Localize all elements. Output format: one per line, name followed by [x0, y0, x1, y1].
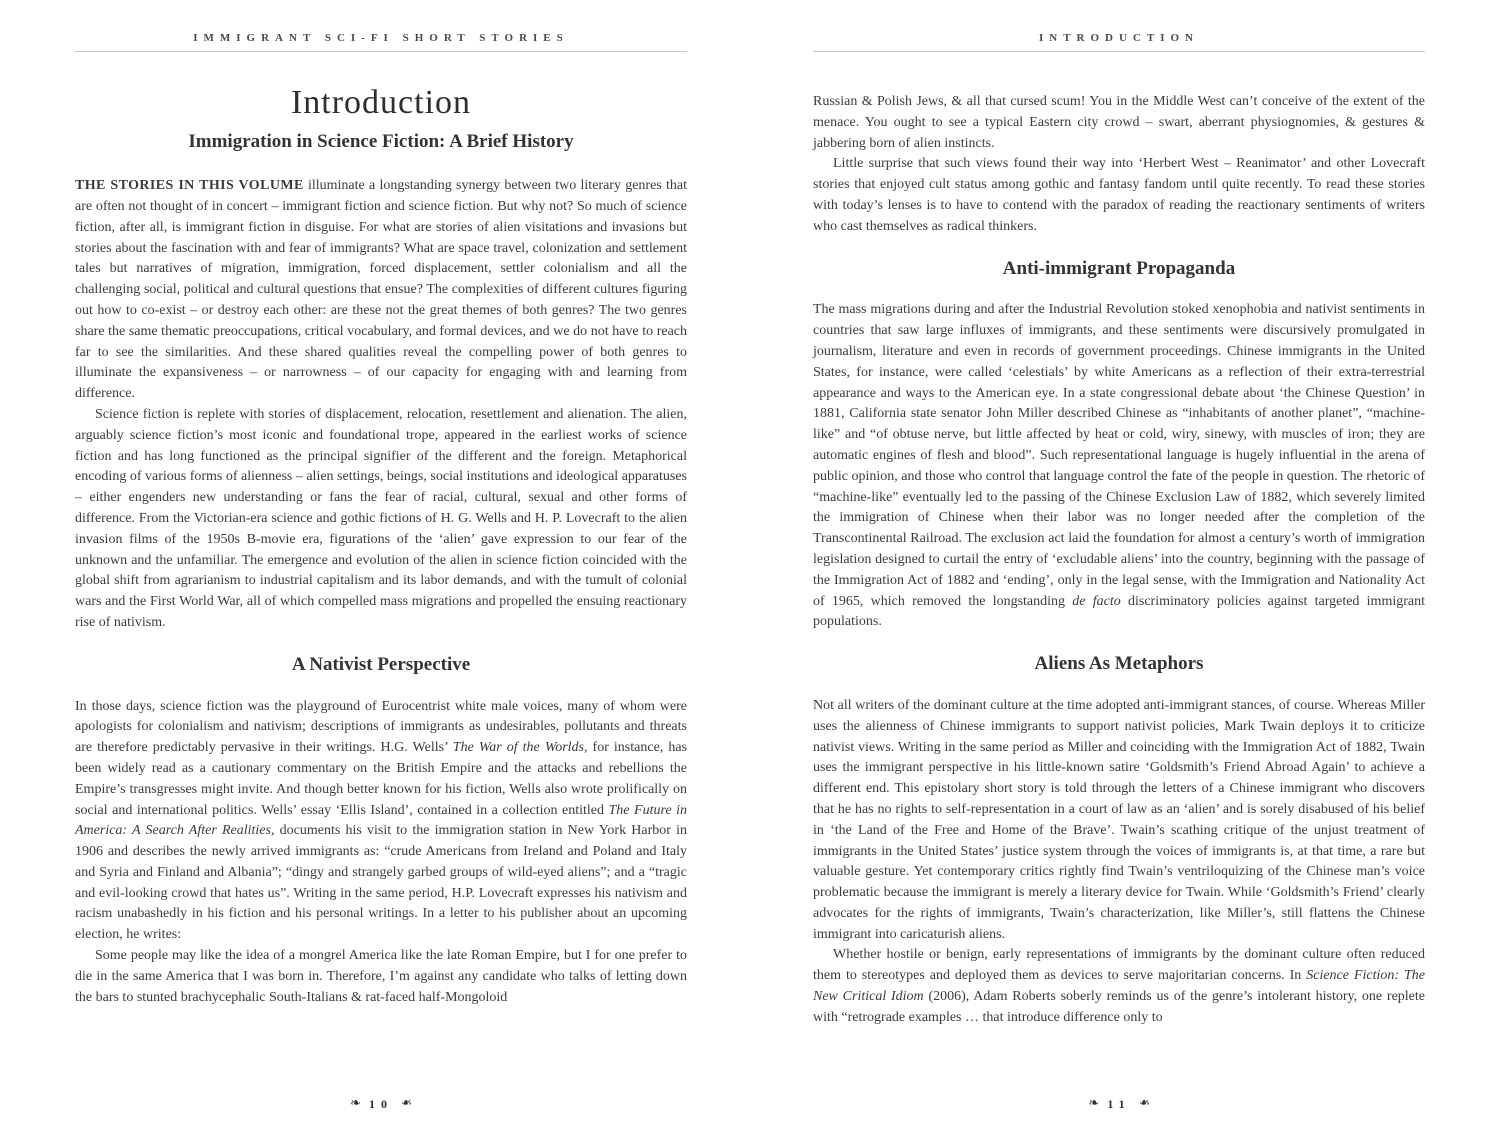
- running-head-text: IMMIGRANT SCI-FI SHORT STORIES: [193, 32, 569, 44]
- section-heading: [813, 258, 1425, 281]
- section-heading: [813, 653, 1425, 676]
- paragraph: [813, 300, 1425, 633]
- text-segment: de facto: [1072, 593, 1121, 609]
- text-segment: Anti-immigrant Propaganda: [1002, 257, 1236, 279]
- text-segment: Little surprise that such views found their way into ‘Herbert West – Reanimator’ and other Lovecraft stories that enjoyed cult status among gothic and fantasy fandom until quite recently. To read these stories with today’s lenses is to have to contend with the paradox of reading the reactionary sentiments of writers who cast themselves as radical thinkers.: [813, 156, 1425, 234]
- paragraph: [813, 92, 1425, 154]
- fleuron-icon: ❧: [350, 1095, 361, 1111]
- paragraph: [75, 176, 687, 405]
- page-title: [75, 84, 687, 121]
- page-number: 11: [1107, 1096, 1131, 1111]
- running-head-text: INTRODUCTION: [1038, 32, 1199, 44]
- section-heading: [75, 654, 687, 677]
- left-page-footer: [75, 1095, 687, 1113]
- page-number: 10: [369, 1096, 393, 1111]
- text-segment: Introduction: [290, 84, 472, 121]
- paragraph: [75, 405, 687, 634]
- text-segment: discriminatory policies against targeted immigrant populations.: [813, 593, 1425, 630]
- text-segment: THE STORIES IN THIS VOLUME: [75, 178, 304, 194]
- page-subtitle: [75, 131, 687, 154]
- text-segment: The War of the Worlds: [452, 740, 584, 756]
- text-segment: Not all writers of the dominant culture at the time adopted anti-immigrant stances, of course. Whereas Miller uses the alienness of Chinese immigrants to support nativist policies, Mark Twain deploys it to criticize nativist views. Writing in the same period as Miller and coinciding with the Immigration Act of 1882, Twain uses the immigrant perspective in his little-known satire ‘Goldsmith’s Friend Abroad Again’ to achieve a different end. This epistolary short story is told through the letters of a Chinese immigrant who discovers that he has no rights to self-representation in a court of law as an ‘alien’ and is sorely disabused of his belief in ‘the Land of the Free and Home of the Brave’. Twain’s scathing critique of the unjust treatment of immigrants in the United States’ justice system through the voices of immigrants is, at that time, a rare but valuable gesture. Yet contemporary critics rightly find Twain’s ventriloquizing of the Chinese man’s voice problematic because the immigrant is merely a literary device for Twain. While ‘Goldsmith’s Friend’ clearly advocates for the rights of immigrants, Twain’s characterization, like Miller’s, still flattens the Chinese immigrant into caricaturish aliens.: [813, 697, 1425, 942]
- text-segment: Some people may like the idea of a mongrel America like the late Roman Empire, but I for one prefer to die in the same America that I was born in. Therefore, I’m against any candidate who talks of letting down the bars to stunted brachycephalic South-Italians & rat-faced half-Mongoloid: [75, 948, 687, 1005]
- fleuron-icon: ❧: [1088, 1095, 1100, 1111]
- text-segment: Science Fiction: The New Critical Idiom: [813, 968, 1425, 1005]
- text-segment: Science fiction is replete with stories of displacement, relocation, resettlement and alienation. The alien, arguably science fiction’s most iconic and foundational trope, appeared in the earliest works of science fiction and has long functioned as the principal signifier of the different and the foreign. Metaphorical encoding of various forms of alienness – alien settings, beings, social institutions and ideological apparatuses – either engenders new understanding or fans the fear of racial, cultural, sexual and other forms of difference. From the Victorian-era science and gothic fictions of H. G. Wells and H. P. Lovecraft to the alien invasion films of the 1950s B-movie era, figurations of the ‘alien’ gave expression to our fear of the unknown and the unfamiliar. The emergence and evolution of the alien in science fiction coincided with the global shift from agrarianism to industrial capitalism and its labor demands, and with the tumult of colonial wars and the First World War, all of which compelled mass migrations and propelled the ensuing reactionary rise of nativism.: [75, 406, 687, 630]
- fleuron-icon: ❧: [1138, 1095, 1150, 1111]
- text-segment: illuminate a longstanding synergy between two literary genres that are often not thought of in concert – immigrant fiction and science fiction. But why not? So much of science fiction, after all, is immigrant fiction in disguise. For what are stories of alien visitations and invasions but stories about the fascination with and fear of immigrants? What are space travel, colonization and settlement tales but narratives of migration, immigration, forced displacement, settler colonialism and all the challenging social, political and cultural questions that ensue? The complexities of different cultures figuring out how to co-exist – or destroy each other: are these not the great themes of both genres? The two genres share the same thematic preoccupations, critical vocabulary, and formal devices, and we do not have to reach far to see the similarities. And these shared qualities reveal the compelling power of both genres to illuminate the expansiveness – or narrowness – of our capacity for engaging with and learning from difference.: [75, 178, 687, 402]
- paragraph: [75, 946, 687, 1008]
- right-page-content: [813, 52, 1425, 1029]
- text-segment: The mass migrations during and after the Industrial Revolution stoked xenophobia and nativist sentiments in countries that saw large influxes of immigrants, and these sentiments were discursively promulgated in journalism, literature and even in records of government proceedings. Chinese immigrants in the United States, for instance, were called ‘celestials’ by white Americans as a reflection of their extra-terrestrial appearance and ways to the American eye. In a state congressional debate about ‘the Chinese Question’ in 1881, California state senator John Miller described Chinese as “inhabitants of another planet”, “machine-like” and “of obtuse nerve, but little affected by heat or cold, wiry, sinewy, with muscles of iron; they are automatic engines of flesh and blood”. Such representational language is hugely influential in the arena of public opinion, and those who control that language control the fate of the people in question. The rhetoric of “machine-like” eventually led to the passing of the Chinese Exclusion Law of 1882, which severely limited the immigration of Chinese when their labor was no longer needed after the completion of the Transcontinental Railroad. The exclusion act laid the foundation for almost a century’s worth of immigration legislation designed to curtail the entry of ‘excludable aliens’ into the country, beginning with the passage of the Immigration Act of 1882 and ‘ending’, only in the legal sense, with the Immigration and Nationality Act of 1965, which removed the longstanding: [813, 302, 1425, 609]
- text-segment: In those days, science fiction was the playground of Eurocentrist white male voices, many of whom were apologists for colonialism and nativism; descriptions of immigrants as undesirables, pollutants and threats are therefore predictably pervasive in their writings. H.G. Wells’: [75, 698, 687, 756]
- paragraph: [813, 154, 1425, 237]
- right-page-footer: [813, 1095, 1425, 1113]
- right-page: [813, 0, 1425, 1147]
- text-segment: , documents his visit to the immigration station in New York Harbor in 1906 and describes the newly arrived immigrants as: “crude Americans from Ireland and Poland and Italy and Syria and Finland and Albania”; “dingy and strangely garbed groups of wild-eyed aliens”; and a “tragic and evil-looking crowd that hates us”. Writing in the same period, H.P. Lovecraft expresses his nativism and racism unabashedly in his fiction and his personal writings. In a letter to his publisher about an upcoming election, he writes:: [75, 823, 687, 943]
- fleuron-icon: ❧: [401, 1095, 412, 1111]
- text-segment: A Nativist Perspective: [291, 653, 471, 675]
- text-segment: The Future in America: A Search After Realities: [75, 802, 687, 839]
- paragraph: [75, 697, 687, 947]
- text-segment: , for instance, has been widely read as a cautionary commentary on the British Empire and the attacks and rebellions the Empire’s transgresses might invite. And though better known for his fiction, Wells also wrote prolifically on social and international politics. Wells’ essay ‘Ellis Island’, contained in a collection entitled: [75, 740, 688, 818]
- text-segment: Immigration in Science Fiction: A Brief History: [188, 131, 574, 153]
- text-segment: Aliens As Metaphors: [1034, 653, 1204, 675]
- header-rule: [75, 51, 687, 52]
- text-segment: Russian & Polish Jews, & all that cursed scum! You in the Middle West can’t conceive of the extent of the menace. You ought to see a typical Eastern city crowd – swart, aberrant physiognomies, & gestures & jabbering born of alien instincts.: [813, 94, 1425, 151]
- left-running-head: [75, 0, 687, 52]
- text-segment: (2006), Adam Roberts soberly reminds us of the genre’s intolerant history, one replete with “retrograde examples … that introduce difference only to: [813, 989, 1425, 1025]
- left-page-content: [75, 84, 687, 1008]
- right-running-head: [813, 0, 1425, 52]
- paragraph: [813, 696, 1425, 946]
- paragraph: [813, 945, 1425, 1028]
- left-page: [75, 0, 687, 1147]
- text-segment: Whether hostile or benign, early representations of immigrants by the dominant culture often reduced them to stereotypes and deployed them as devices to serve majoritarian concerns. In: [813, 947, 1425, 984]
